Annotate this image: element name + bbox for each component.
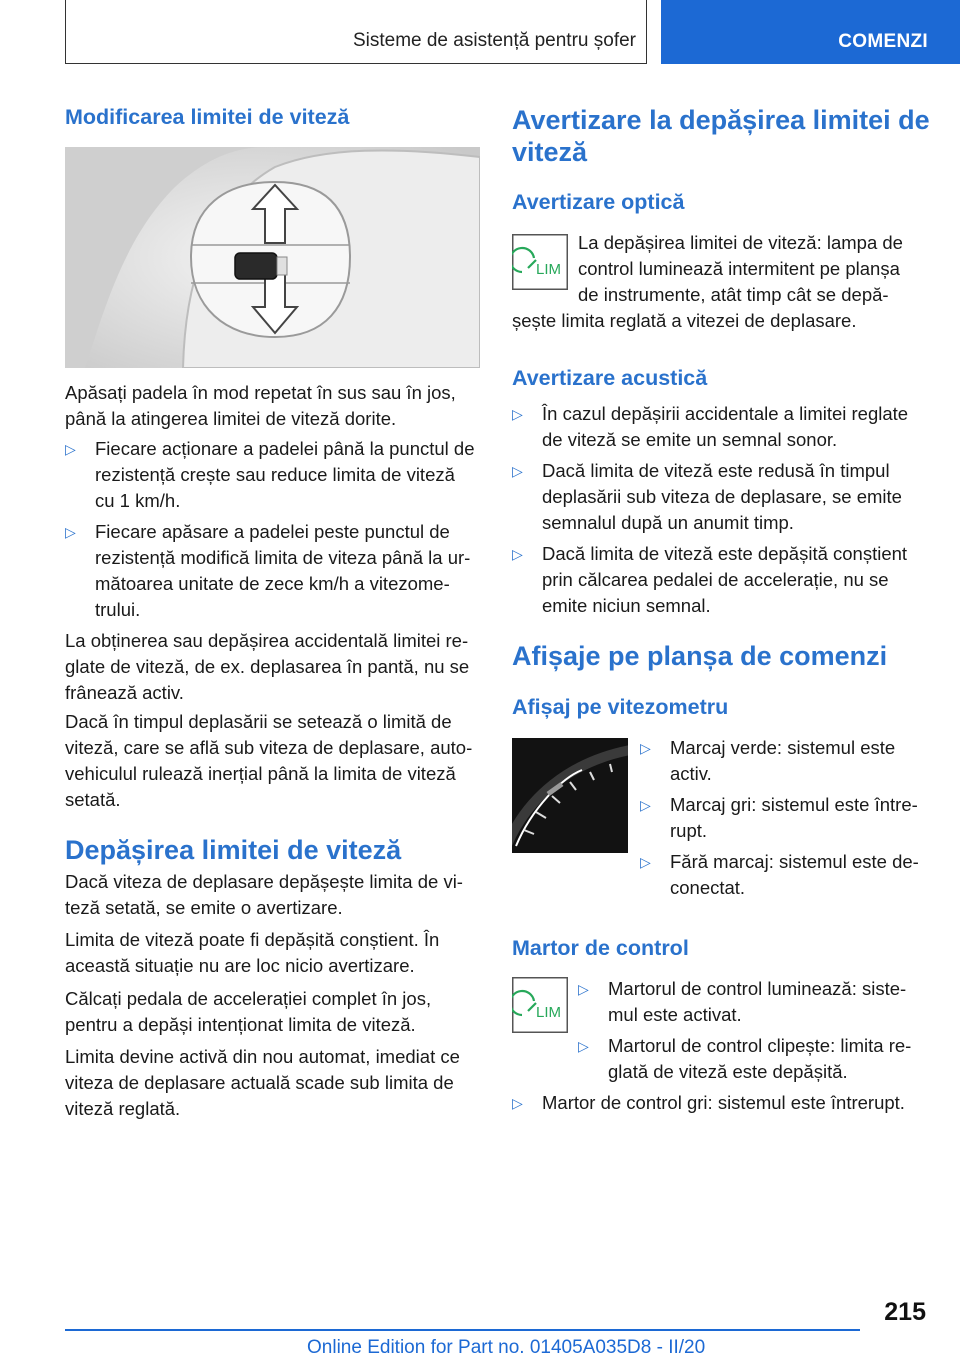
list-item: ▷ Martor de control gri: sistemul este întrerupt. (512, 1090, 926, 1116)
heading-displays: Afișaje pe planșa de comenzi (512, 641, 888, 671)
speedometer-marker-illustration (512, 738, 628, 853)
heading-modify-limit: Modificarea limitei de viteză (65, 105, 350, 129)
footer-divider (65, 1329, 860, 1331)
triangle-bullet-icon: ▷ (512, 406, 523, 422)
paragraph-optical-lamp-end: șește limita reglată a vitezei de deplasare. (512, 310, 857, 331)
paragraph-optical-lamp: La depășirea limitei de viteză: lampa de control luminează intermitent pe planșa de instrumente, atât timp cât se depă‐ (578, 232, 903, 305)
triangle-bullet-icon: ▷ (578, 981, 589, 997)
triangle-bullet-icon: ▷ (65, 441, 76, 457)
paragraph-kickdown: Călcați pedala de accelerației complet în jos, pentru a depăși intenționat limita de viteză. (65, 988, 432, 1035)
triangle-bullet-icon: ▷ (640, 740, 651, 756)
chapter-tab-label: COMENZI (838, 31, 928, 52)
edition-footer: Online Edition for Part no. 01405A035D8 - II/20 (307, 1337, 706, 1358)
list-item: ▷ Martorul de control clipește: limita re‐ glată de viteză este depășită. (578, 1035, 912, 1082)
header-box (65, 0, 647, 64)
heading-control-lamp: Martor de control (512, 936, 689, 960)
paragraph-press-paddle: Apăsați padela în mod repetat în sus sau în jos, până la atingerea limitei de viteză dorite. (65, 382, 456, 429)
paragraph-reactivation: Limita devine activă din nou automat, imediat ce viteza de deplasare actuală scade sub limita de viteză reglată. (65, 1046, 460, 1119)
heading-speed-warning: Avertizare la depășirea limitei de viteză (512, 105, 930, 167)
triangle-bullet-icon: ▷ (512, 546, 523, 562)
lim-indicator-icon (512, 234, 568, 290)
heading-exceed-limit: Depășirea limitei de viteză (65, 835, 402, 865)
list-item: ▷ Dacă limita de viteză este redusă în timpul deplasării sub viteza de deplasare, se emite semnalul după un anumit timp. (512, 460, 902, 533)
triangle-bullet-icon: ▷ (578, 1038, 589, 1054)
paragraph-warning-emitted: Dacă viteza de deplasare depășește limita de vi‐ teză setată, se emite o avertizare. (65, 871, 463, 918)
page-number: 215 (884, 1298, 926, 1326)
list-item: ▷ Fiecare acționare a padelei până la punctul de rezistență crește sau reduce limita de viteză cu 1 km/h. (65, 438, 475, 511)
triangle-bullet-icon: ▷ (512, 1095, 523, 1111)
list-item: ▷ Dacă limita de viteză este depășită conștient prin călcarea pedalei de accelerație, nu se emite niciun semnal. (512, 543, 908, 616)
heading-acoustic-warning: Avertizare acustică (512, 366, 708, 390)
svg-text:LIM: LIM (536, 261, 562, 278)
paragraph-conscious-exceed: Limita de viteză poate fi depășită conștient. În această situație nu are loc nicio avertizare. (65, 929, 440, 976)
chapter-tab[interactable] (661, 0, 960, 64)
svg-text:LIM: LIM (536, 1004, 562, 1021)
paragraph-exceed-accidental: La obținerea sau depășirea accidentală limitei re‐ glate de viteză, de ex. deplasarea în pantă, nu se frânează activ. (65, 630, 470, 703)
section-title: Sisteme de asistență pentru șofer (352, 30, 636, 51)
triangle-bullet-icon: ▷ (640, 797, 651, 813)
list-item: ▷ Fără marcaj: sistemul este de‐ conectat. (640, 851, 919, 898)
triangle-bullet-icon: ▷ (640, 854, 651, 870)
heading-optical-warning: Avertizare optică (512, 190, 685, 214)
list-item: ▷ Marcaj verde: sistemul este activ. (640, 737, 896, 784)
list-item: ▷ În cazul depășirii accidentale a limitei reglate de viteză se emite un semnal sonor. (512, 403, 909, 450)
heading-speedometer-display: Afișaj pe vitezometru (512, 695, 729, 719)
list-item: ▷ Marcaj gri: sistemul este între‐ rupt. (640, 794, 918, 841)
list-item: ▷ Fiecare apăsare a padelei peste punctul de rezistență modifică limita de viteza până la ur‐ mătoarea unitate de zece km/h a vitezome‐ trului. (65, 521, 471, 620)
triangle-bullet-icon: ▷ (512, 463, 523, 479)
paragraph-coasting: Dacă în timpul deplasării se setează o limită de viteză, care se află sub viteza de deplasare, auto‐ vehiculul rulează inerțial până la limita de viteză setată. (65, 711, 473, 810)
triangle-bullet-icon: ▷ (65, 524, 76, 540)
steering-wheel-paddle-illustration (65, 147, 480, 368)
list-item: ▷ Martorul de control luminează: siste‐ mul este activat. (578, 978, 907, 1025)
lim-indicator-icon (512, 977, 568, 1033)
